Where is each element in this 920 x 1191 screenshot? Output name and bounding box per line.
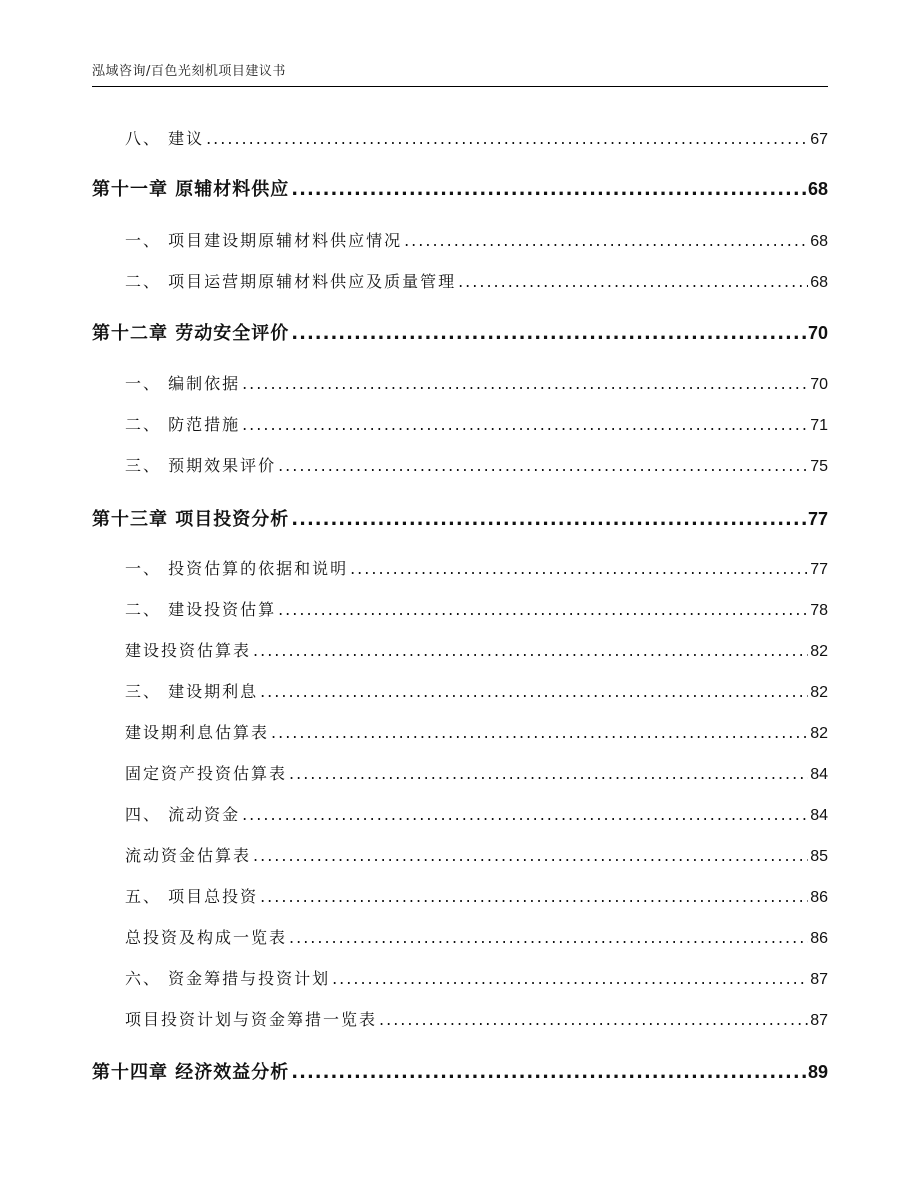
toc-entry-label: 第十四章 经济效益分析 — [92, 1062, 290, 1083]
toc-leader-dots — [260, 887, 808, 906]
toc-entry-page: 82 — [810, 725, 828, 742]
toc-entry-label: 六、 资金筹措与投资计划 — [125, 969, 331, 988]
toc-entry[interactable] — [125, 720, 828, 743]
toc-entry[interactable] — [125, 679, 828, 702]
toc-entry-page: 84 — [810, 807, 828, 824]
toc-entry-label: 第十二章 劳动安全评价 — [92, 323, 290, 344]
toc-entry-page: 89 — [807, 1062, 828, 1082]
toc-entry-label: 第十三章 项目投资分析 — [92, 509, 290, 530]
toc-entry-label: 八、 建议 — [125, 129, 205, 148]
toc-entry[interactable] — [125, 1007, 828, 1030]
toc-leader-dots — [271, 723, 808, 742]
toc-entry[interactable] — [125, 597, 828, 620]
toc-entry-page: 70 — [810, 376, 828, 393]
toc-leader-dots — [289, 764, 808, 783]
toc-leader-dots — [260, 682, 808, 701]
toc-entry-page: 85 — [810, 848, 828, 865]
running-header: 泓域咨询/百色光刻机项目建议书 — [92, 64, 286, 79]
toc-entry-label: 总投资及构成一览表 — [125, 928, 288, 947]
toc-entry[interactable] — [125, 843, 828, 866]
toc-entry-label: 三、 建设期利息 — [125, 682, 259, 701]
toc-leader-dots — [278, 600, 808, 619]
toc-leader-dots — [242, 415, 808, 434]
toc-entry-label: 一、 项目建设期原辅材料供应情况 — [125, 231, 403, 250]
toc-leader-dots — [206, 129, 808, 148]
toc-entry-label: 项目投资计划与资金筹措一览表 — [125, 1010, 378, 1029]
toc-leader-dots — [242, 805, 808, 824]
toc-entry-label: 第十一章 原辅材料供应 — [92, 179, 290, 200]
toc-entry-label: 二、 项目运营期原辅材料供应及质量管理 — [125, 272, 457, 291]
toc-entry-label: 建设期利息估算表 — [125, 723, 270, 742]
toc-entry-page: 71 — [810, 417, 828, 434]
toc-entry-label: 流动资金估算表 — [125, 846, 252, 865]
header-rule — [92, 86, 828, 87]
toc-leader-dots — [291, 509, 806, 530]
toc-entry[interactable] — [125, 802, 828, 825]
toc-entry-page: 82 — [810, 684, 828, 701]
toc-leader-dots — [253, 846, 808, 865]
toc-chapter-entry[interactable] — [92, 1058, 828, 1084]
toc-entry-label: 建设投资估算表 — [125, 641, 252, 660]
toc-entry-page: 87 — [810, 1012, 828, 1029]
toc-entry-label: 固定资产投资估算表 — [125, 764, 288, 783]
toc-entry[interactable] — [125, 761, 828, 784]
toc-leader-dots — [332, 969, 808, 988]
toc-chapter-entry[interactable] — [92, 319, 828, 345]
toc-chapter-entry[interactable] — [92, 175, 828, 201]
toc-entry-page: 75 — [810, 458, 828, 475]
toc-entry-page: 86 — [810, 889, 828, 906]
toc-entry[interactable] — [125, 966, 828, 989]
toc-leader-dots — [350, 559, 808, 578]
toc-entry-page: 68 — [810, 233, 828, 250]
toc-entry[interactable] — [125, 884, 828, 907]
toc-entry-page: 68 — [807, 179, 828, 199]
toc-leader-dots — [379, 1010, 808, 1029]
toc-entry[interactable] — [125, 412, 828, 435]
toc-leader-dots — [291, 179, 806, 200]
toc-entry-label: 一、 投资估算的依据和说明 — [125, 559, 349, 578]
toc-chapter-entry[interactable] — [92, 505, 828, 531]
toc-entry-label: 三、 预期效果评价 — [125, 456, 277, 475]
toc-leader-dots — [458, 272, 808, 291]
toc-entry-page: 77 — [807, 509, 828, 529]
toc-entry-page: 70 — [807, 323, 828, 343]
toc-leader-dots — [291, 1062, 806, 1083]
toc-leader-dots — [404, 231, 808, 250]
toc-leader-dots — [289, 928, 808, 947]
toc-entry[interactable] — [125, 638, 828, 661]
toc-entry[interactable] — [125, 925, 828, 948]
toc-entry-page: 77 — [810, 561, 828, 578]
toc-entry-page: 67 — [810, 131, 828, 148]
toc-entry[interactable] — [125, 371, 828, 394]
toc-entry-page: 68 — [810, 274, 828, 291]
toc-entry-label: 二、 建设投资估算 — [125, 600, 277, 619]
toc-entry[interactable] — [125, 453, 828, 476]
toc-entry-label: 一、 编制依据 — [125, 374, 241, 393]
toc-leader-dots — [242, 374, 808, 393]
toc-entry-page: 87 — [810, 971, 828, 988]
toc-entry-label: 四、 流动资金 — [125, 805, 241, 824]
toc-leader-dots — [291, 323, 806, 344]
toc-entry[interactable] — [125, 228, 828, 251]
toc-leader-dots — [253, 641, 808, 660]
toc-entry-label: 二、 防范措施 — [125, 415, 241, 434]
toc-entry-page: 78 — [810, 602, 828, 619]
toc-entry-page: 86 — [810, 930, 828, 947]
toc-entry[interactable] — [125, 269, 828, 292]
toc-entry[interactable] — [125, 126, 828, 149]
toc-entry-label: 五、 项目总投资 — [125, 887, 259, 906]
toc-entry-page: 84 — [810, 766, 828, 783]
toc-entry[interactable] — [125, 556, 828, 579]
toc-leader-dots — [278, 456, 808, 475]
toc-entry-page: 82 — [810, 643, 828, 660]
